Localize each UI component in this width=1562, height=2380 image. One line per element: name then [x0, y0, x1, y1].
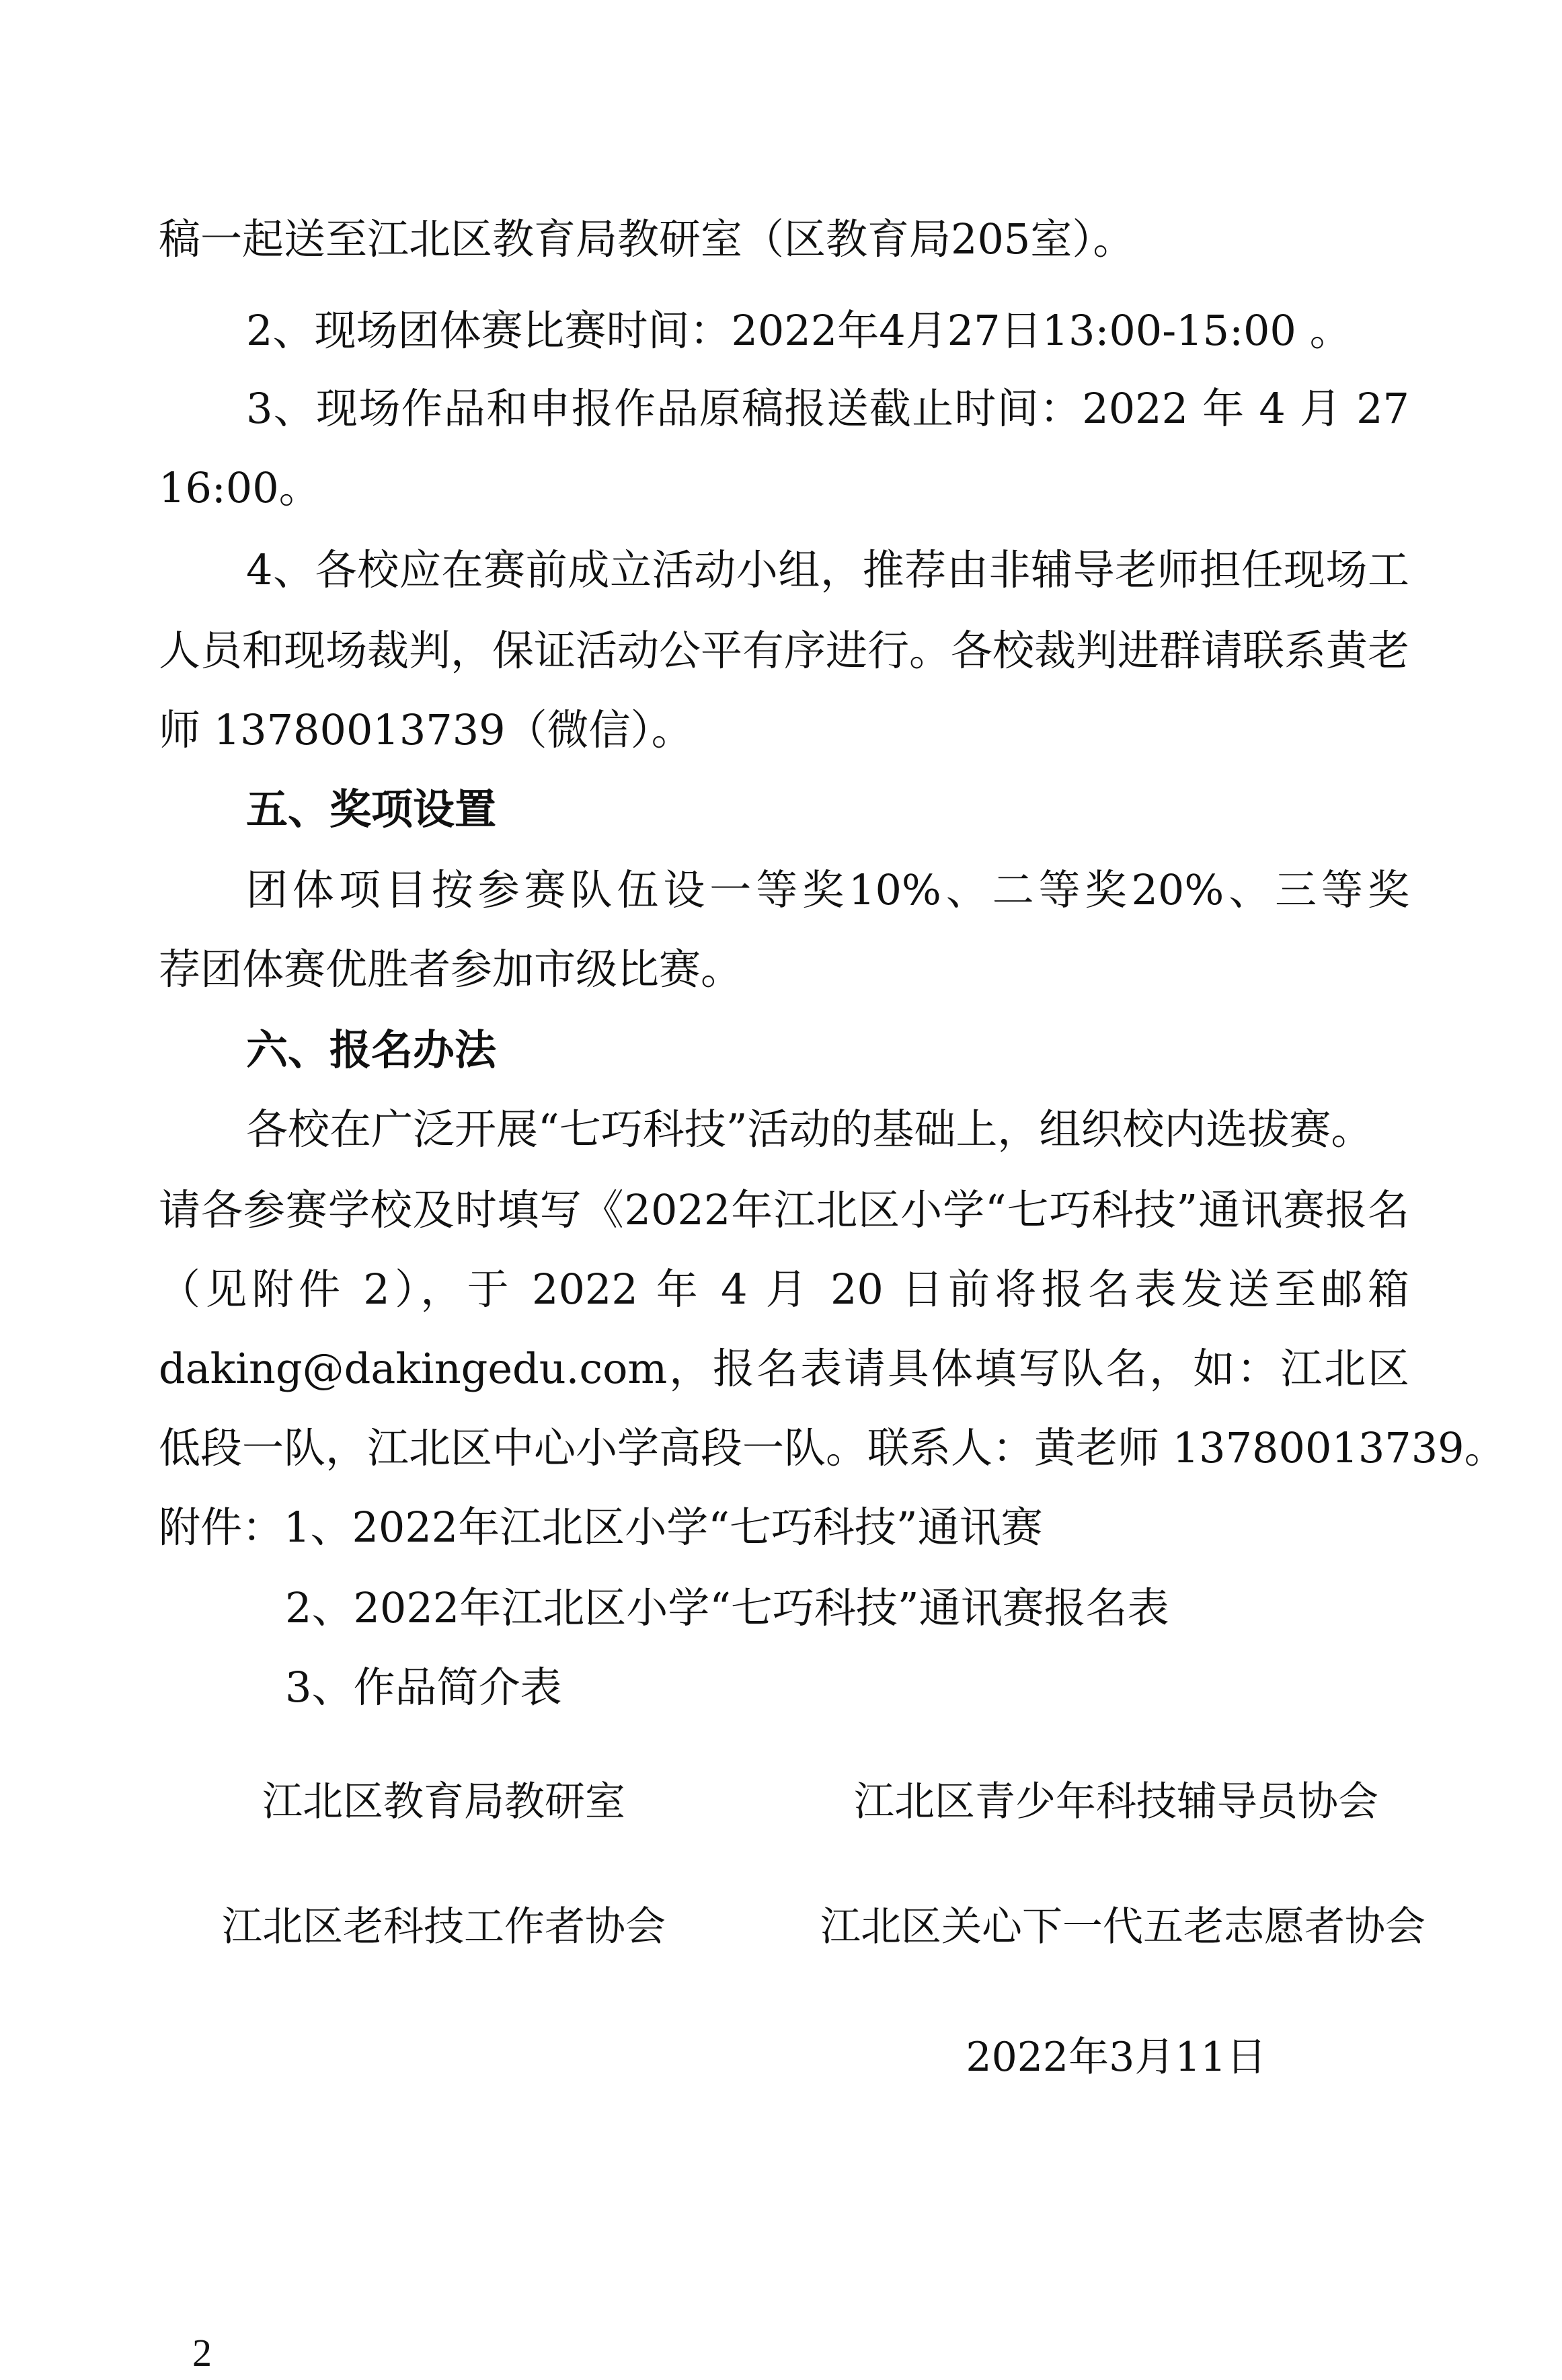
paragraph-line: 各校在广泛开展“七巧科技”活动的基础上，组织校内选拔赛。: [246, 1105, 1373, 1154]
paragraph-line: 2、现场团体赛比赛时间：2022年4月27日13:00-15:00 。: [246, 306, 1352, 355]
paragraph-line: 低段一队，江北区中心小学高段一队。联系人：黄老师 13780013739。: [159, 1423, 1506, 1472]
paragraph-line: 稿一起送至江北区教育局教研室（区教育局205室）。: [159, 214, 1135, 264]
attachment-line: 2、2022年江北区小学“七巧科技”通讯赛报名表: [285, 1583, 1169, 1632]
section-heading: 六、报名办法: [246, 1025, 497, 1074]
paragraph-line: 团体项目按参赛队伍设一等奖10%、二等奖20%、三等奖: [246, 865, 1409, 914]
paragraph-line: 16:00。: [159, 463, 321, 512]
signatory-right-1: 江北区青少年科技辅导员协会: [854, 1778, 1378, 1825]
paragraph-line: 人员和现场裁判，保证活动公平有序进行。各校裁判进群请联系黄老: [159, 626, 1409, 675]
signatory-left-2: 江北区老科技工作者协会: [222, 1903, 666, 1950]
signatory-right-2: 江北区关心下一代五老志愿者协会: [820, 1903, 1426, 1950]
paragraph-line: 师 13780013739（微信）。: [159, 705, 693, 754]
paragraph-line: 荐团体赛优胜者参加市级比赛。: [159, 945, 743, 994]
paragraph-line: （见附件 2），于 2022 年 4 月 20 日前将报名表发送至邮箱: [159, 1265, 1409, 1314]
page-number: 2: [192, 2331, 212, 2375]
paragraph-line: 请各参赛学校及时填写《2022年江北区小学“七巧科技”通讯赛报名: [159, 1185, 1409, 1234]
paragraph-line: daking@dakingedu.com，报名表请具体填写队名，如：江北区: [159, 1344, 1409, 1393]
attachment-line: 3、作品简介表: [285, 1663, 562, 1712]
paragraph-line: 3、现场作品和申报作品原稿报送截止时间：2022 年 4 月 27: [246, 384, 1409, 433]
section-heading: 五、奖项设置: [246, 785, 497, 834]
signature-date: 2022年3月11日: [966, 2034, 1267, 2081]
paragraph-line: 4、各校应在赛前成立活动小组，推荐由非辅导老师担任现场工: [246, 545, 1409, 594]
signatory-left-1: 江北区教育局教研室: [262, 1778, 625, 1825]
attachment-line: 附件：1、2022年江北区小学“七巧科技”通讯赛: [159, 1503, 1043, 1552]
